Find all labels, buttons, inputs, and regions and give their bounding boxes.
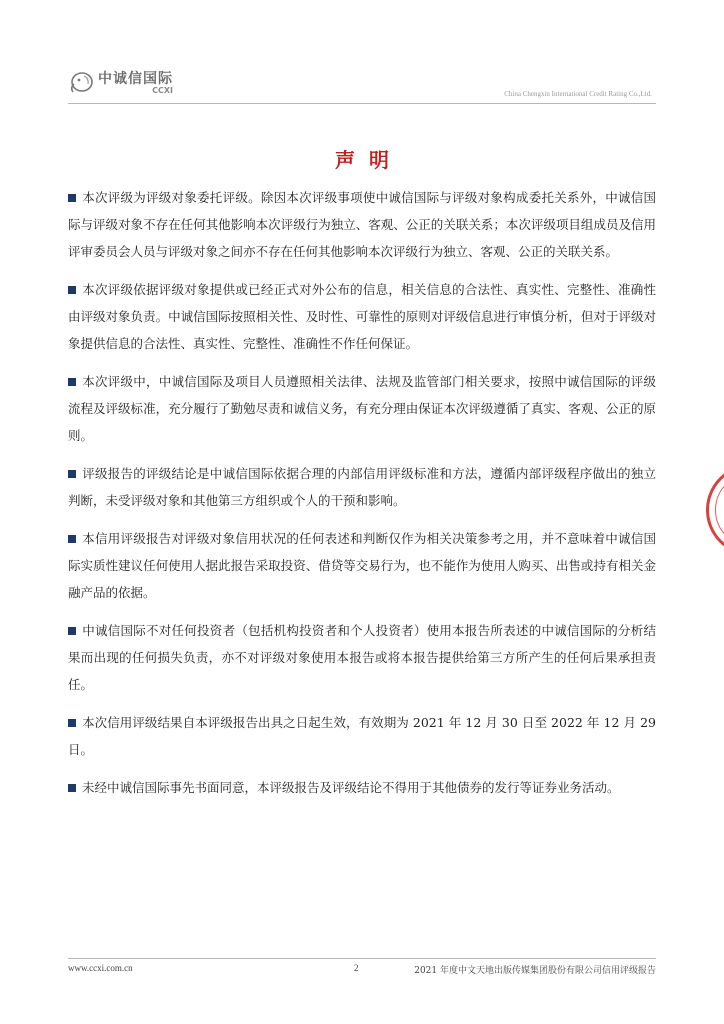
statement-paragraph [68, 460, 656, 514]
elephant-logo-icon [68, 70, 94, 96]
company-seal-stamp [706, 464, 724, 556]
statement-body [68, 184, 656, 812]
square-bullet-icon [68, 378, 76, 386]
statement-paragraph [68, 525, 656, 606]
company-english-name: China Chengxin International Credit Rating Co.,Ltd. [504, 90, 652, 98]
statement-paragraph [68, 368, 656, 449]
page-title: 声明 [335, 148, 403, 172]
page-footer [68, 958, 656, 979]
logo-chinese-name: 中诚信国际 [98, 70, 173, 87]
paragraph-text: 本次评级为评级对象委托评级。除因本次评级事项使中诚信国际与评级对象构成委托关系外，中诚信国际与评级对象不存在任何其他影响本次评级行为独立、客观、公正的关联关系；本次评级项目组成员及信用评审委员会人员与评级对象之间亦不存在任何其他影响本次评级行为独立、客观、公正的关联关系。 [68, 190, 656, 259]
statement-paragraph [68, 276, 656, 357]
footer-website: www.ccxi.com.cn [68, 963, 133, 973]
square-bullet-icon [68, 470, 76, 478]
square-bullet-icon [68, 535, 76, 543]
square-bullet-icon [68, 719, 76, 727]
statement-paragraph [68, 774, 656, 801]
paragraph-text: 中诚信国际不对任何投资者（包括机构投资者和个人投资者）使用本报告所表述的中诚信国际的分析结果而出现的任何损失负责，亦不对评级对象使用本报告或将本报告提供给第三方所产生的任何后果承担责任。 [68, 623, 656, 692]
square-bullet-icon [68, 784, 76, 792]
statement-paragraph [68, 184, 656, 265]
page-number: 2 [354, 963, 359, 973]
square-bullet-icon [68, 194, 76, 202]
page-header [68, 70, 656, 104]
logo-english-name: CCXI [152, 85, 173, 95]
footer-report-title: 2021 年度中文天地出版传媒集团股份有限公司信用评级报告 [414, 966, 656, 976]
paragraph-text: 未经中诚信国际事先书面同意，本评级报告及评级结论不得用于其他债券的发行等证券业务活动。 [82, 780, 620, 795]
ccxi-logo [68, 70, 173, 96]
header-divider [68, 103, 656, 104]
statement-paragraph [68, 709, 656, 763]
paragraph-text: 评级报告的评级结论是中诚信国际依据合理的内部信用评级标准和方法，遵循内部评级程序做出的独立判断，未受评级对象和其他第三方组织或个人的干预和影响。 [68, 466, 656, 508]
paragraph-text: 本信用评级报告对评级对象信用状况的任何表述和判断仅作为相关决策参考之用，并不意味着中诚信国际实质性建议任何使用人据此报告采取投资、借贷等交易行为，也不能作为使用人购买、出售或持有相关金融产品的依据。 [68, 531, 656, 600]
seal-inner-ring [715, 473, 724, 547]
paragraph-text: 本次评级依据评级对象提供或已经正式对外公布的信息，相关信息的合法性、真实性、完整性、准确性由评级对象负责。中诚信国际按照相关性、及时性、可靠性的原则对评级信息进行审慎分析，但对于评级对象提供信息的合法性、真实性、完整性、准确性不作任何保证。 [68, 282, 656, 351]
square-bullet-icon [68, 627, 76, 635]
square-bullet-icon [68, 286, 76, 294]
statement-paragraph [68, 617, 656, 698]
paragraph-text: 本次信用评级结果自本评级报告出具之日起生效，有效期为 2021 年 12 月 30 日至 2022 年 12 月 29 日。 [68, 715, 656, 757]
paragraph-text: 本次评级中，中诚信国际及项目人员遵照相关法律、法规及监管部门相关要求，按照中诚信国际的评级流程及评级标准，充分履行了勤勉尽责和诚信义务，有充分理由保证本次评级遵循了真实、客观、公正的原则。 [68, 374, 656, 443]
